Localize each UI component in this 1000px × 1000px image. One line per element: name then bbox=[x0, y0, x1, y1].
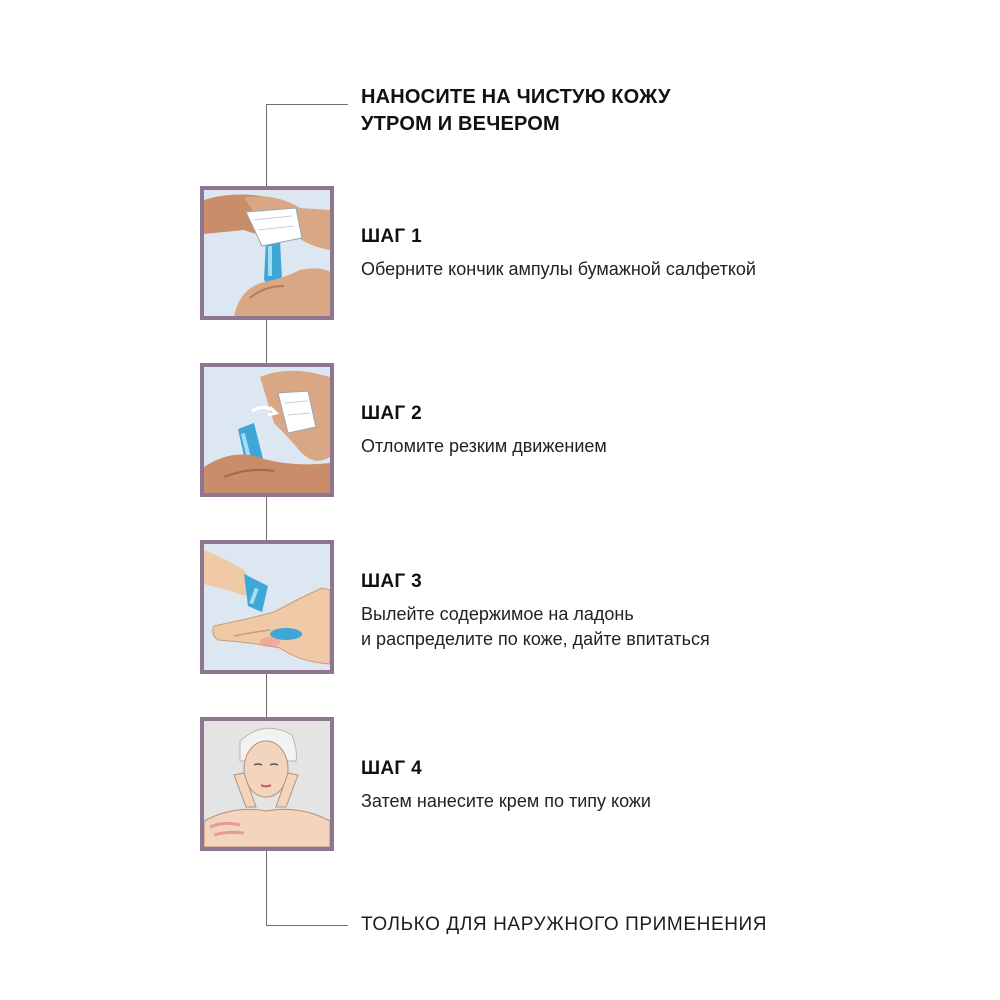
step-3-illustration bbox=[200, 540, 334, 674]
connector-vertical-2-3 bbox=[266, 497, 267, 540]
connector-vertical-bottom bbox=[266, 851, 267, 926]
connector-vertical-top bbox=[266, 104, 267, 186]
step-2-description bbox=[361, 434, 607, 459]
connector-top-horizontal bbox=[266, 104, 348, 105]
woman-applying-cream-icon bbox=[204, 721, 330, 847]
pouring-on-palm-icon bbox=[204, 544, 330, 670]
step-2-text-line: Отломите резким движением bbox=[361, 436, 607, 456]
connector-vertical-1-2 bbox=[266, 320, 267, 363]
step-2-illustration bbox=[200, 363, 334, 497]
step-4-illustration bbox=[200, 717, 334, 851]
step-4-description bbox=[361, 789, 651, 814]
connector-vertical-3-4 bbox=[266, 674, 267, 717]
step-4-title: ШАГ 4 bbox=[361, 758, 422, 779]
step-3-title: ШАГ 3 bbox=[361, 571, 422, 592]
step-1-title: ШАГ 1 bbox=[361, 226, 422, 247]
step-2-title: ШАГ 2 bbox=[361, 403, 422, 424]
step-3-text-line-1: Вылейте содержимое на ладонь bbox=[361, 604, 634, 624]
heading-line-2: УТРОМ И ВЕЧЕРОМ bbox=[361, 113, 560, 135]
step-1-illustration bbox=[200, 186, 334, 320]
step-3-text-line-2: и распределите по коже, дайте впитаться bbox=[361, 629, 710, 649]
step-1-description bbox=[361, 257, 756, 282]
connector-bottom-horizontal bbox=[266, 925, 348, 926]
step-3-description bbox=[361, 602, 710, 652]
hands-wrapping-ampoule-icon bbox=[204, 190, 330, 316]
step-4-text-line: Затем нанесите крем по типу кожи bbox=[361, 791, 651, 811]
hands-breaking-ampoule-icon bbox=[204, 367, 330, 493]
page-heading bbox=[361, 84, 671, 138]
step-1-text-line: Оберните кончик ампулы бумажной салфеткой bbox=[361, 259, 756, 279]
external-use-notice: ТОЛЬКО ДЛЯ НАРУЖНОГО ПРИМЕНЕНИЯ bbox=[361, 914, 768, 935]
heading-line-1: НАНОСИТЕ НА ЧИСТУЮ КОЖУ bbox=[361, 86, 671, 108]
